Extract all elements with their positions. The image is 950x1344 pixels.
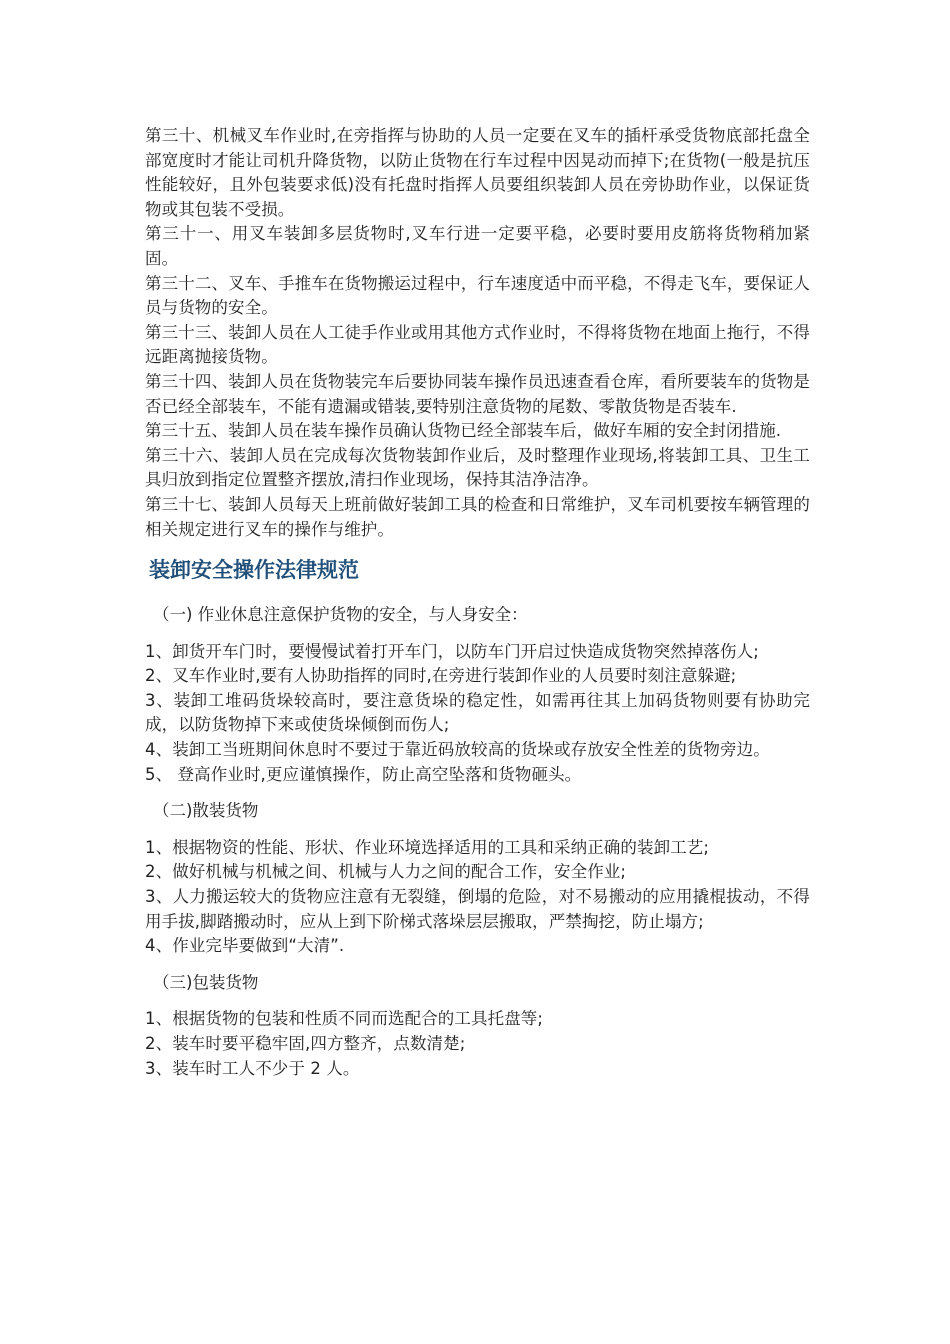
article-list bbox=[145, 124, 810, 542]
list-item: 4、作业完毕要做到“大清”. bbox=[145, 936, 345, 956]
article-30: 第三十、机械叉车作业时,在旁指挥与协助的人员一定要在叉车的插杆承受货物底部托盘全部宽度时才能让司机升降货物，以防止货物在行车过程中因晃动而掉下;在货物(一般是抗压性能较好，且外包装要求低)没有托盘时指挥人员要组织装卸人员在旁协助作业，以保证货物或其包装不受损。 bbox=[145, 126, 810, 219]
section-title: 装卸安全操作法律规范 bbox=[149, 558, 359, 583]
article-35: 第三十五、装卸人员在装车操作员确认货物已经全部装车后，做好车厢的安全封闭措施. bbox=[145, 421, 782, 441]
list-item: 1、卸货开车门时，要慢慢试着打开车门，以防车门开启过快造成货物突然掉落伤人; bbox=[145, 641, 759, 661]
list-item: 1、根据货物的包装和性质不同而选配合的工具托盘等; bbox=[145, 1009, 544, 1029]
list-item: 3、装车时工人不少于 2 人。 bbox=[145, 1058, 360, 1078]
group-heading: （三)包装货物 bbox=[153, 972, 259, 992]
group-work-rest-safety bbox=[145, 603, 810, 787]
list-item: 2、叉车作业时,要有人协助指挥的同时,在旁进行装卸作业的人员要时刻注意躲避; bbox=[145, 666, 737, 686]
article-34: 第三十四、装卸人员在货物装完车后要协同装车操作员迅速查看仓库，看所要装车的货物是否已经全部装车，不能有遗漏或错装,要特别注意货物的尾数、零散货物是否装车. bbox=[145, 371, 810, 416]
list-item: 4、装卸工当班期间休息时不要过于靠近码放较高的货垛或存放安全性差的货物旁边。 bbox=[145, 740, 770, 760]
item-list bbox=[145, 640, 810, 788]
list-item: 3、人力搬运较大的货物应注意有无裂缝，倒塌的危险，对不易搬动的应用撬棍拔动，不得用手拔,脚踏搬动时，应从上到下阶梯式落垛层层搬取，严禁掏挖，防止塌方; bbox=[145, 887, 810, 931]
group-packaged-cargo bbox=[145, 971, 810, 1081]
document-page bbox=[145, 124, 810, 1081]
article-37: 第三十七、装卸人员每天上班前做好装卸工具的检查和日常维护，叉车司机要按车辆管理的相关规定进行叉车的操作与维护。 bbox=[145, 494, 810, 539]
list-item: 1、根据物资的性能、形状、作业环境选择适用的工具和采纳正确的装卸工艺; bbox=[145, 837, 710, 857]
group-heading: （二)散装货物 bbox=[153, 801, 259, 821]
list-item: 5、 登高作业时,更应谨慎操作，防止高空坠落和货物砸头。 bbox=[145, 764, 582, 784]
article-32: 第三十二、叉车、手推车在货物搬运过程中，行车速度适中而平稳，不得走飞车，要保证人员与货物的安全。 bbox=[145, 273, 810, 318]
list-item: 3、装卸工堆码货垛较高时，要注意货垛的稳定性，如需再往其上加码货物则要有协助完成，以防货物掉下来或使货垛倾倒而伤人; bbox=[145, 690, 810, 735]
item-list bbox=[145, 1007, 810, 1081]
article-33: 第三十三、装卸人员在人工徒手作业或用其他方式作业时，不得将货物在地面上拖行，不得远距离抛接货物。 bbox=[145, 322, 810, 367]
list-item: 2、做好机械与机械之间、机械与人力之间的配合工作，安全作业; bbox=[145, 862, 627, 882]
article-31: 第三十一、用叉车装卸多层货物时,叉车行进一定要平稳，必要时要用皮筋将货物稍加紧固。 bbox=[145, 224, 810, 268]
article-36: 第三十六、装卸人员在完成每次货物装卸作业后，及时整理作业现场,将装卸工具、卫生工具归放到指定位置整齐摆放,清扫作业现场，保持其洁净洁净。 bbox=[145, 445, 810, 490]
item-list bbox=[145, 836, 810, 959]
list-item: 2、装车时要平稳牢固,四方整齐，点数清楚; bbox=[145, 1034, 466, 1053]
group-heading: （一) 作业休息注意保护货物的安全，与人身安全： bbox=[153, 605, 528, 625]
group-bulk-cargo bbox=[145, 799, 810, 959]
